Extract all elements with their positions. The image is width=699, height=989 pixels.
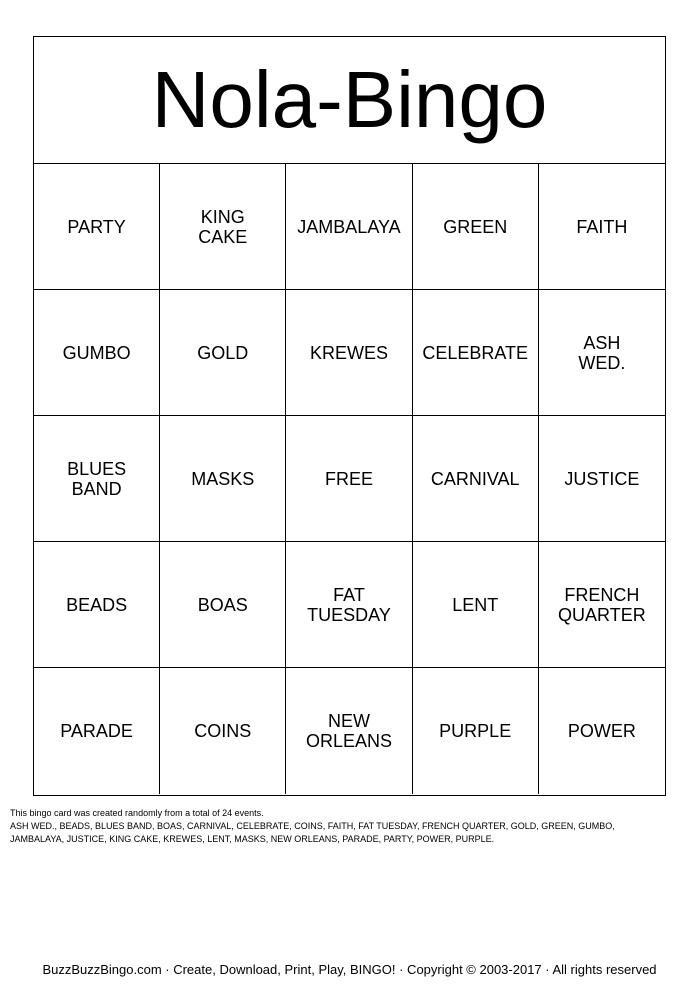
bingo-card [33, 36, 666, 796]
card-note [10, 807, 690, 846]
bingo-cell: FAITH [539, 164, 665, 290]
bingo-grid [34, 164, 665, 794]
bingo-cell: PURPLE [413, 668, 539, 794]
bingo-cell: LENT [413, 542, 539, 668]
bingo-cell: GREEN [413, 164, 539, 290]
note-line: This bingo card was created randomly from a total of 24 events. [10, 808, 264, 818]
page-footer: BuzzBuzzBingo.com · Create, Download, Print, Play, BINGO! · Copyright © 2003-2017 · All rights reserved [42, 962, 657, 977]
bingo-cell: JUSTICE [539, 416, 665, 542]
bingo-cell: KREWES [286, 290, 412, 416]
bingo-cell: CARNIVAL [413, 416, 539, 542]
bingo-cell: CELEBRATE [413, 290, 539, 416]
note-line: JAMBALAYA, JUSTICE, KING CAKE, KREWES, LENT, MASKS, NEW ORLEANS, PARADE, PARTY, POWER, PURPLE. [10, 834, 495, 844]
bingo-cell: ASH WED. [539, 290, 665, 416]
bingo-cell: JAMBALAYA [286, 164, 412, 290]
bingo-cell: BEADS [34, 542, 160, 668]
bingo-cell: BLUES BAND [34, 416, 160, 542]
bingo-cell: FAT TUESDAY [286, 542, 412, 668]
card-title: Nola-Bingo [34, 37, 665, 164]
bingo-cell: BOAS [160, 542, 286, 668]
bingo-cell: GOLD [160, 290, 286, 416]
note-line: ASH WED., BEADS, BLUES BAND, BOAS, CARNIVAL, CELEBRATE, COINS, FAITH, FAT TUESDAY, FRENCH QUARTER, GOLD, GREEN, GUMBO, [10, 821, 615, 831]
bingo-cell: FREE [286, 416, 412, 542]
bingo-cell: GUMBO [34, 290, 160, 416]
bingo-cell: PARADE [34, 668, 160, 794]
bingo-cell: POWER [567, 721, 636, 741]
bingo-cell: NEW ORLEANS [286, 668, 412, 794]
bingo-cell: PARTY [34, 164, 160, 290]
bingo-cell: FRENCH QUARTER [539, 542, 665, 668]
bingo-cell: KING CAKE [160, 164, 286, 290]
bingo-cell: MASKS [160, 416, 286, 542]
bingo-cell: COINS [160, 668, 286, 794]
